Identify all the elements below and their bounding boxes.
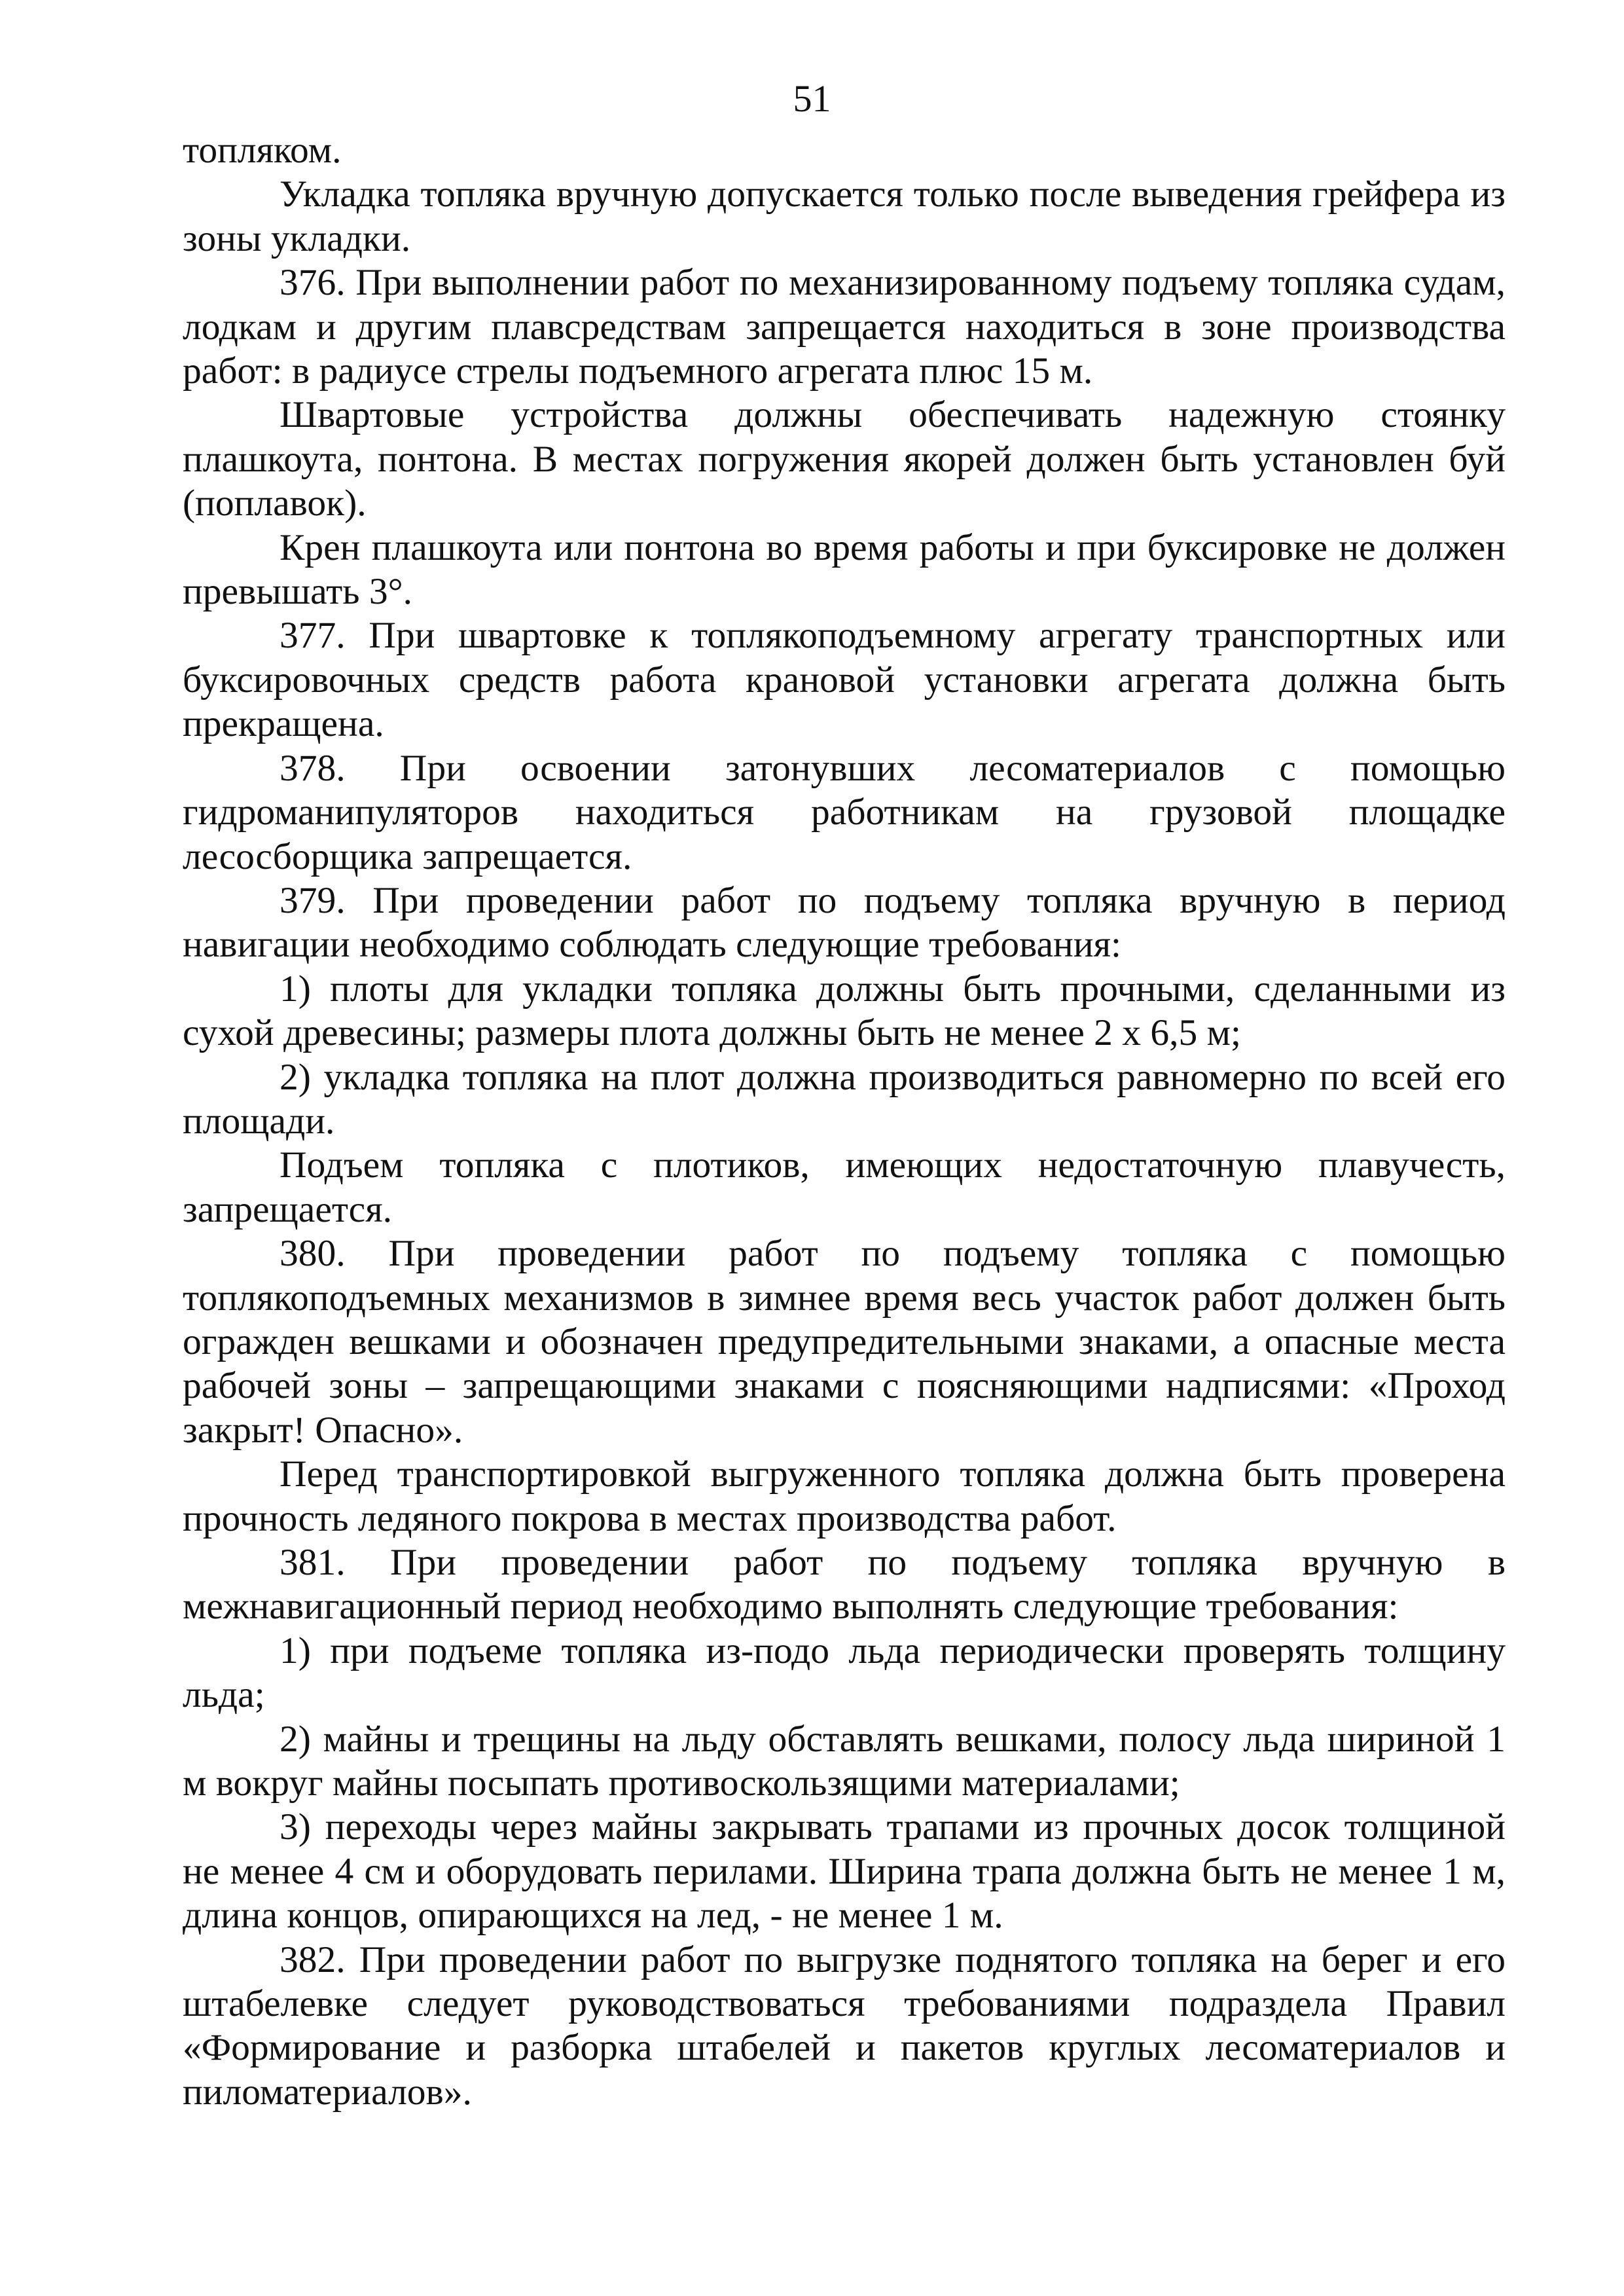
paragraph: 377. При швартовке к топлякоподъемному агрегату транспортных или буксировочных средств работа крановой установки агрегата должна быть прекращена. — [183, 615, 1506, 745]
paragraph: Подъем топляка с плотиков, имеющих недостаточную плавучесть, запрещается. — [183, 1144, 1506, 1230]
list-item: 3) переходы через майны закрывать трапами из прочных досок толщиной не менее 4 см и оборудовать перилами. Ширина трапа должна быть не менее 1 м, длина концов, опирающихся на лед, - не менее 1 м. — [183, 1806, 1506, 1937]
paragraph: Укладка топляка вручную допускается только после выведения грейфера из зоны укладки. — [183, 173, 1506, 259]
paragraph: 380. При проведении работ по подъему топляка с помощью топлякоподъемных механизмов в зимнее время весь участок работ должен быть огражден вешками и обозначен предупредительными знаками, а опасные места рабочей зоны – запрещающими знаками с поясняющими надписями: «Проход закрыт! Опасно». — [183, 1233, 1506, 1451]
paragraph: 381. При проведении работ по подъему топляка вручную в межнавигационный период необходимо выполнять следующие требования: — [183, 1542, 1506, 1628]
paragraph: Перед транспортировкой выгруженного топляка должна быть проверена прочность ледяного покрова в местах производства работ. — [183, 1453, 1506, 1539]
list-item: 1) плоты для укладки топляка должны быть прочными, сделанными из сухой древесины; размеры плота должны быть не менее 2 х 6,5 м; — [183, 968, 1506, 1054]
paragraph: 379. При проведении работ по подъему топляка вручную в период навигации необходимо соблюдать следующие требования: — [183, 879, 1506, 966]
list-item: 2) укладка топляка на плот должна производиться равномерно по всей его площади. — [183, 1056, 1506, 1142]
list-item: 1) при подъеме топляка из-подо льда периодически проверять толщину льда; — [183, 1630, 1506, 1716]
paragraph: топляком. — [183, 130, 342, 171]
paragraph: 376. При выполнении работ по механизированному подъему топляка судам, лодкам и другим плавсредствам запрещается находиться в зоне производства работ: в радиусе стрелы подъемного агрегата плюс 15 м. — [183, 262, 1506, 392]
paragraph: Швартовые устройства должны обеспечивать надежную стоянку плашкоута, понтона. В местах погружения якорей должен быть установлен буй (поплавок). — [183, 394, 1506, 524]
paragraph: Крен плашкоута или понтона во время работы и при буксировке не должен превышать 3°. — [183, 526, 1506, 613]
document-body — [183, 128, 1506, 2114]
paragraph: 382. При проведении работ по выгрузке поднятого топляка на берег и его штабелевке следует руководствоваться требованиями подраздела Правил «Формирование и разборка штабелей и пакетов круглых лесоматериалов и пиломатериалов». — [183, 1939, 1506, 2113]
paragraph: 378. При освоении затонувших лесоматериалов с помощью гидроманипуляторов находиться работникам на грузовой площадке лесосборщика запрещается. — [183, 747, 1506, 877]
list-item: 2) майны и трещины на льду обставлять вешками, полосу льда шириной 1 м вокруг майны посыпать противоскользящими материалами; — [183, 1718, 1506, 1804]
page-number: 51 — [793, 77, 831, 120]
